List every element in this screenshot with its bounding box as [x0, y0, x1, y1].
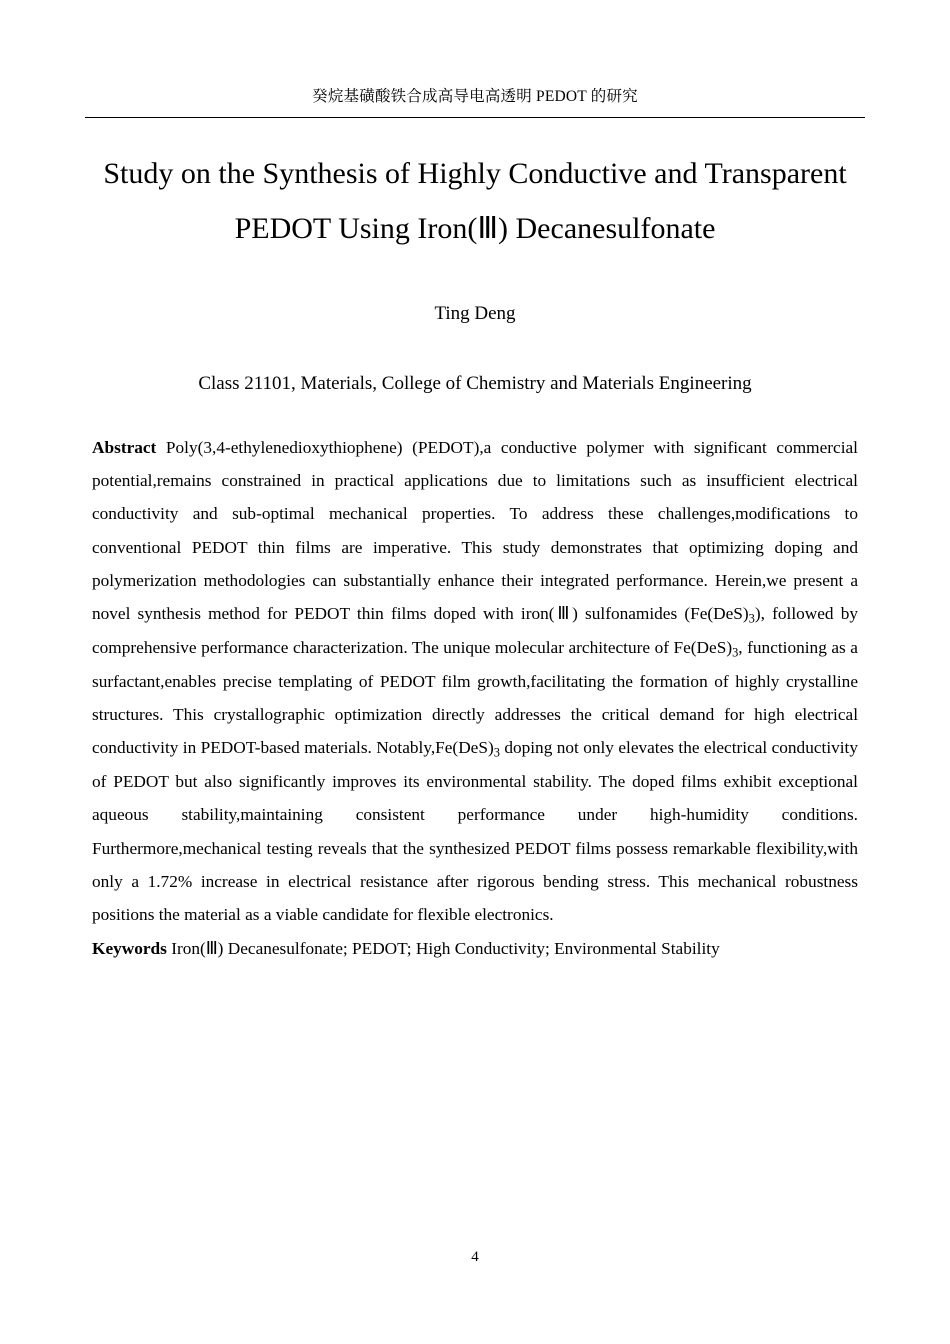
- author-name: Ting Deng: [434, 302, 516, 324]
- abstract-subscript-3: 3: [493, 745, 500, 760]
- abstract-text-1: Poly(3,4-ethylenedioxythiophene) (PEDOT),a conductive polymer with significant commercial potential,remains constrained in practical applications due to limitations such as insufficient electrical conductivity and sub-optimal mechanical properties. To address these challenges,modifications to conventional PEDOT thin films are imperative. This study demonstrates that optimizing doping and polymerization methodologies can substantially enhance their integrated performance. Herein,we present a novel synthesis method for PEDOT thin films doped with iron(Ⅲ) sulfonamides (Fe(DeS): [92, 437, 858, 624]
- abstract-text-2: ), followed by comprehensive performance characterization. The unique molecular architecture of Fe(DeS): [92, 604, 858, 657]
- abstract-subscript-2: 3: [732, 645, 739, 660]
- page-number: 4: [471, 1249, 479, 1265]
- keywords-text: Iron(Ⅲ) Decanesulfonate; PEDOT; High Conductivity; Environmental Stability: [171, 938, 720, 958]
- keywords-paragraph: [92, 932, 858, 965]
- page-header: [0, 0, 950, 118]
- page-title: Study on the Synthesis of Highly Conductive and Transparent PEDOT Using Iron(Ⅲ) Decanesulfonate: [103, 156, 847, 246]
- header-divider: [85, 117, 865, 118]
- running-head: 癸烷基磺酸铁合成高导电高透明 PEDOT 的研究: [312, 88, 638, 105]
- author-affiliation: Class 21101, Materials, College of Chemistry and Materials Engineering: [198, 372, 752, 394]
- abstract-paragraph: [92, 431, 858, 932]
- abstract-text-3: , functioning as a surfactant,enables precise templating of PEDOT film growth,facilitating the formation of highly crystalline structures. This crystallographic optimization directly addresses the critical demand for high electrical conductivity in PEDOT-based materials. Notably,Fe(DeS): [92, 637, 858, 758]
- abstract-label: Abstract: [92, 437, 157, 457]
- abstract-text-4: doping not only elevates the electrical conductivity of PEDOT but also significantly improves its environmental stability. The doped films exhibit exceptional aqueous stability,maintaining consistent performance under high-humidity conditions. Furthermore,mechanical testing reveals that the synthesized PEDOT films possess remarkable flexibility,with only a 1.72% increase in electrical resistance after rigorous bending stress. This mechanical robustness positions the material as a viable candidate for flexible electronics.: [92, 738, 858, 925]
- abstract-subscript-1: 3: [748, 611, 755, 626]
- keywords-label: Keywords: [92, 938, 167, 958]
